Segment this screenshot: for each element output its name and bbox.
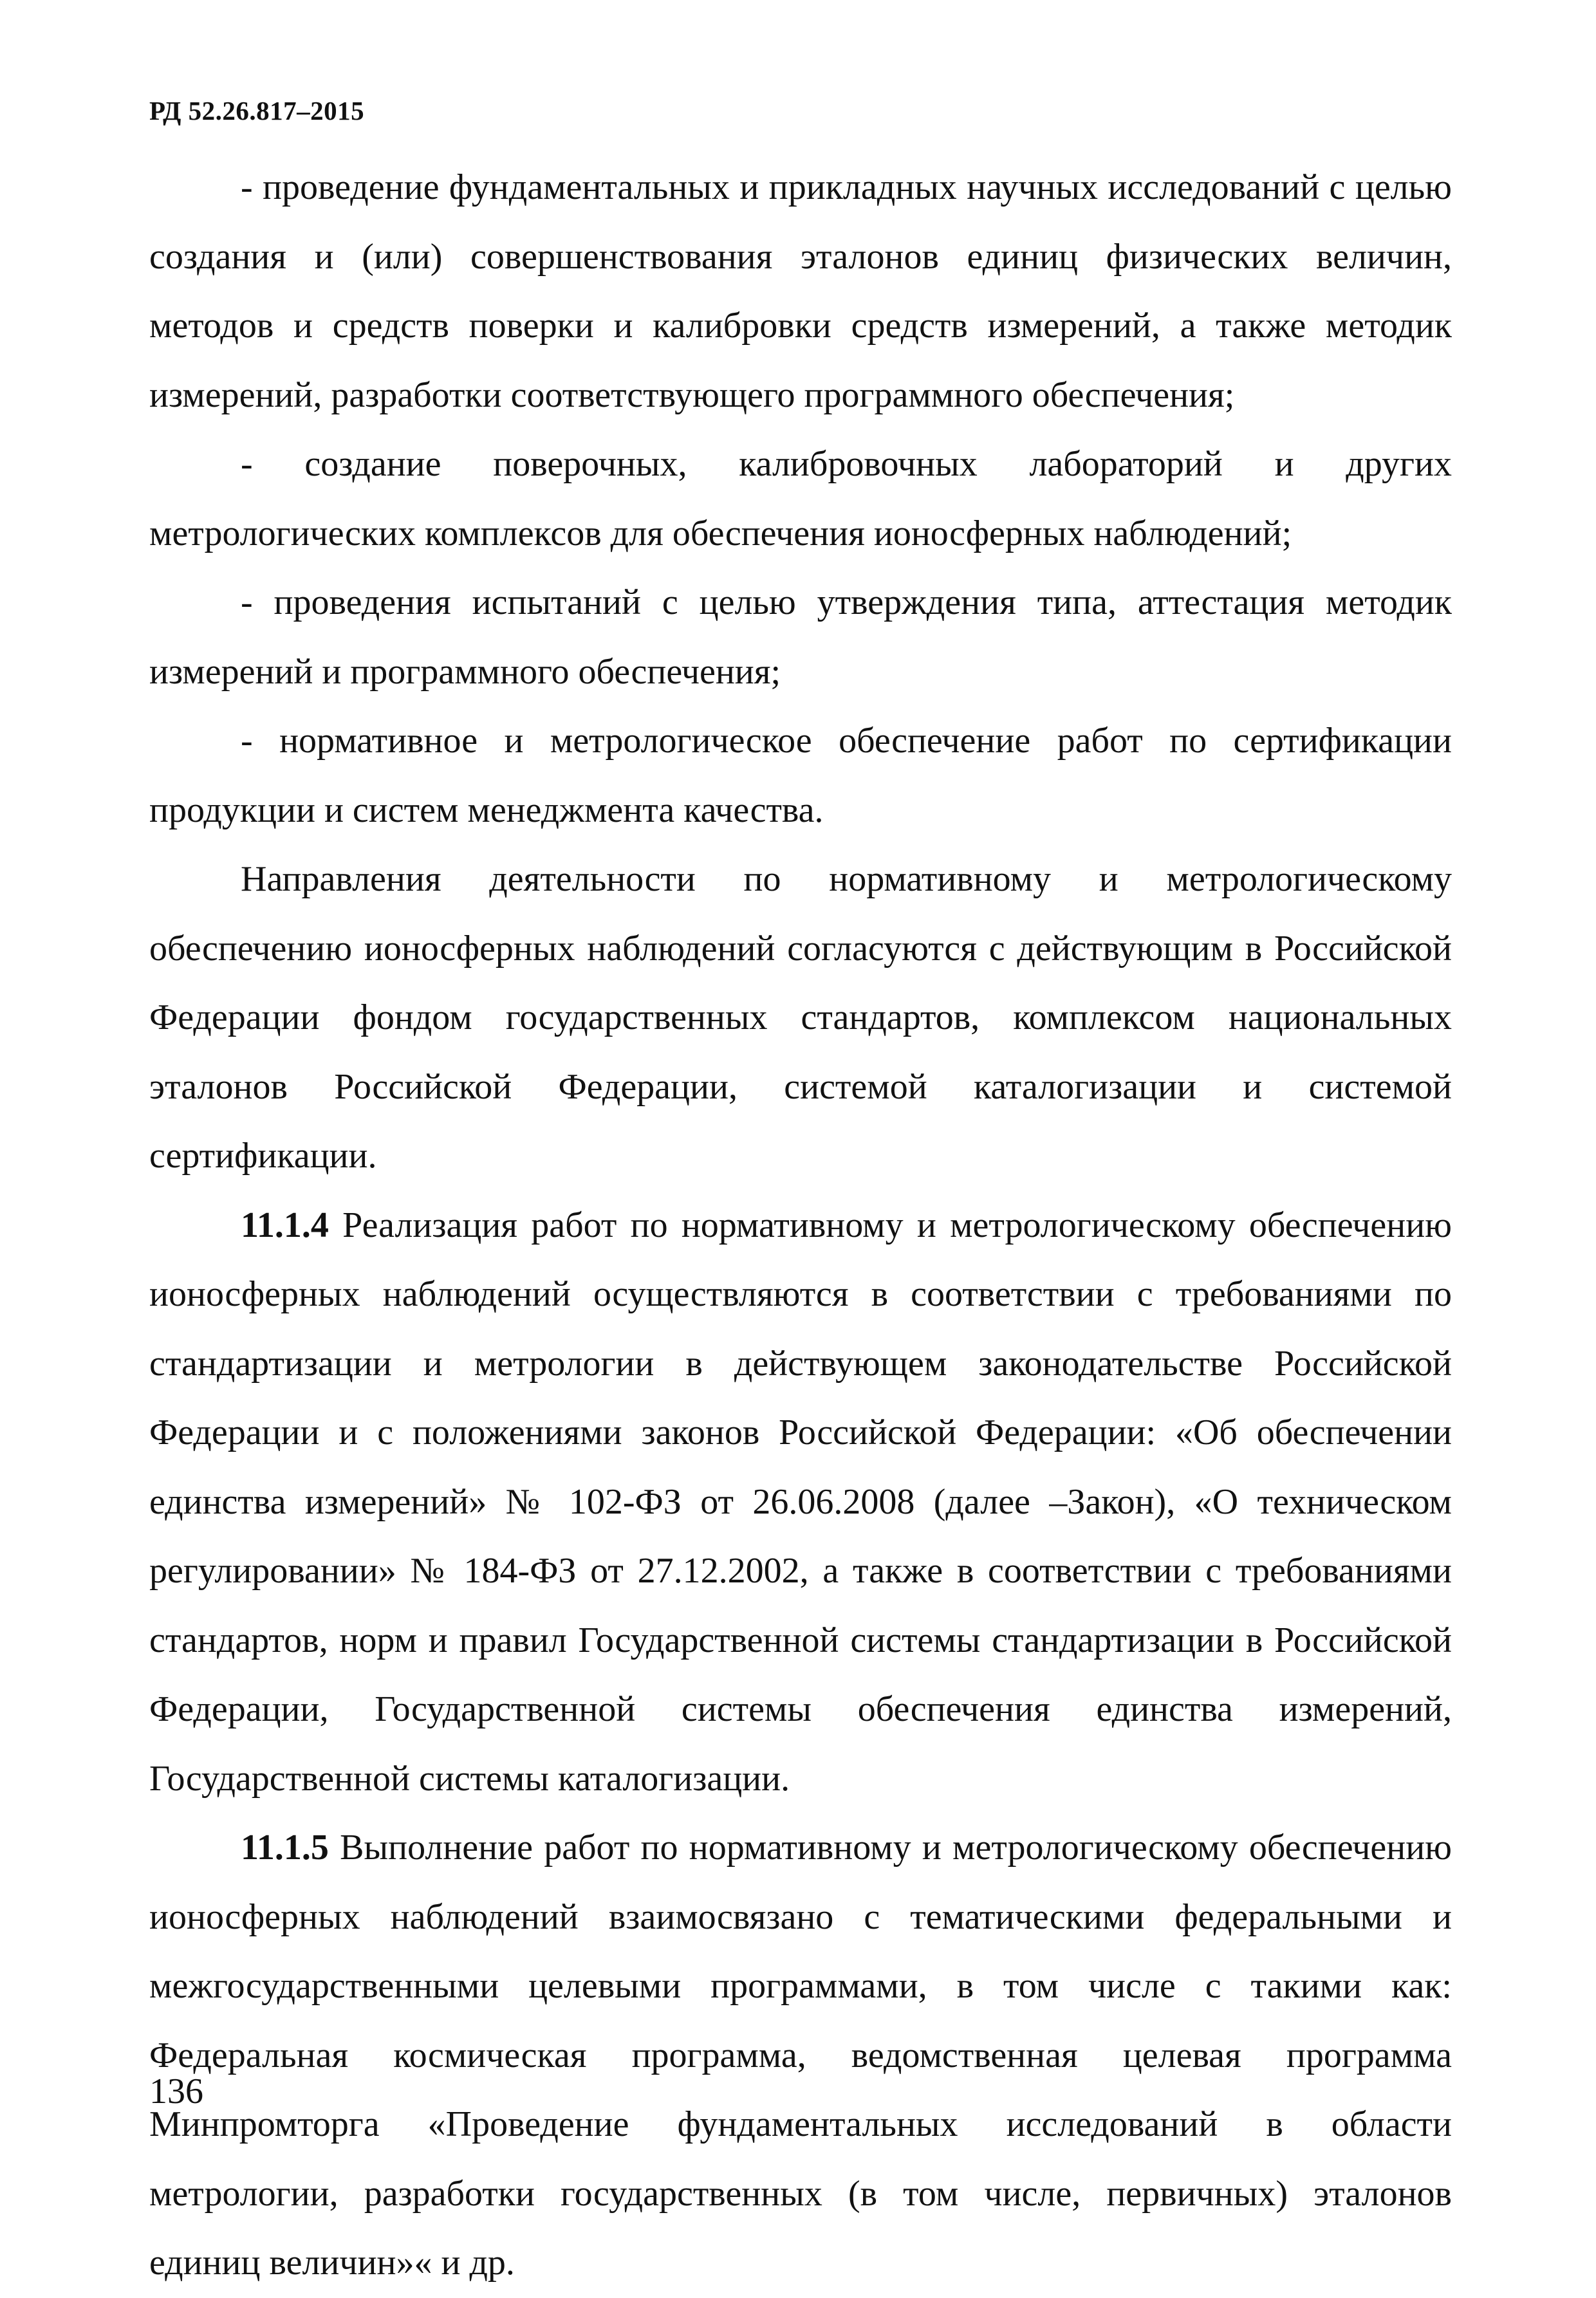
page-number: 136 — [149, 2071, 203, 2111]
document-body — [149, 153, 1452, 2298]
document-code-header: РД 52.26.817–2015 — [149, 96, 365, 125]
section-number: 11.1.4 — [241, 1205, 329, 1245]
section-text: Выполнение работ по нормативному и метрологическому обеспечению ионосферных наблюдений взаимосвязано с тематическими федеральными и межгосударственными целевыми программами, в том числе с такими как: Федеральная космическая программа, ведомственная целевая программа Минпромторга «Проведение фундаментальных исследований в области метрологии, разработки государственных (в том числе, первичных) эталонов единиц величин»« и др. — [149, 1828, 1452, 2283]
section-11-1-4 — [149, 1191, 1452, 1814]
list-item-testing: - проведения испытаний с целью утверждения типа, аттестация методик измерений и программного обеспечения; — [149, 582, 1452, 692]
section-text: Реализация работ по нормативному и метрологическому обеспечению ионосферных наблюдений осуществляются в соответствии с требованиями по стандартизации и метрологии в действующем законодательстве Российской Федерации и с положениями законов Российской Федерации: «Об обеспечении единства измерений» № 102-ФЗ от 26.06.2008 (далее –Закон), «О техническом регулировании» № 184-ФЗ от 27.12.2002, а также в соответствии с требованиями стандартов, норм и правил Государственной системы стандартизации в Российской Федерации, Государственной системы обеспечения единства измерений, Государственной системы каталогизации. — [149, 1205, 1452, 1799]
section-number: 11.1.5 — [241, 1828, 329, 1867]
list-item-certification: - нормативное и метрологическое обеспечение работ по сертификации продукции и систем менеджмента качества. — [149, 721, 1452, 830]
list-item-laboratories: - создание поверочных, калибровочных лабораторий и других метрологических комплексов для обеспечения ионосферных наблюдений; — [149, 444, 1452, 553]
section-11-1-5 — [149, 1813, 1452, 2298]
list-item-research: - проведение фундаментальных и прикладных научных исследований с целью создания и (или) совершенствования эталонов единиц физических величин, методов и средств поверки и калибровки средств измерений, а также методик измерений, разработки соответствующего программного обеспечения; — [149, 167, 1452, 415]
paragraph-directions: Направления деятельности по нормативному и метрологическому обеспечению ионосферных наблюдений согласуются с действующим в Российской Федерации фондом государственных стандартов, комплексом национальных эталонов Российской Федерации, системой каталогизации и системой сертификации. — [149, 859, 1452, 1176]
